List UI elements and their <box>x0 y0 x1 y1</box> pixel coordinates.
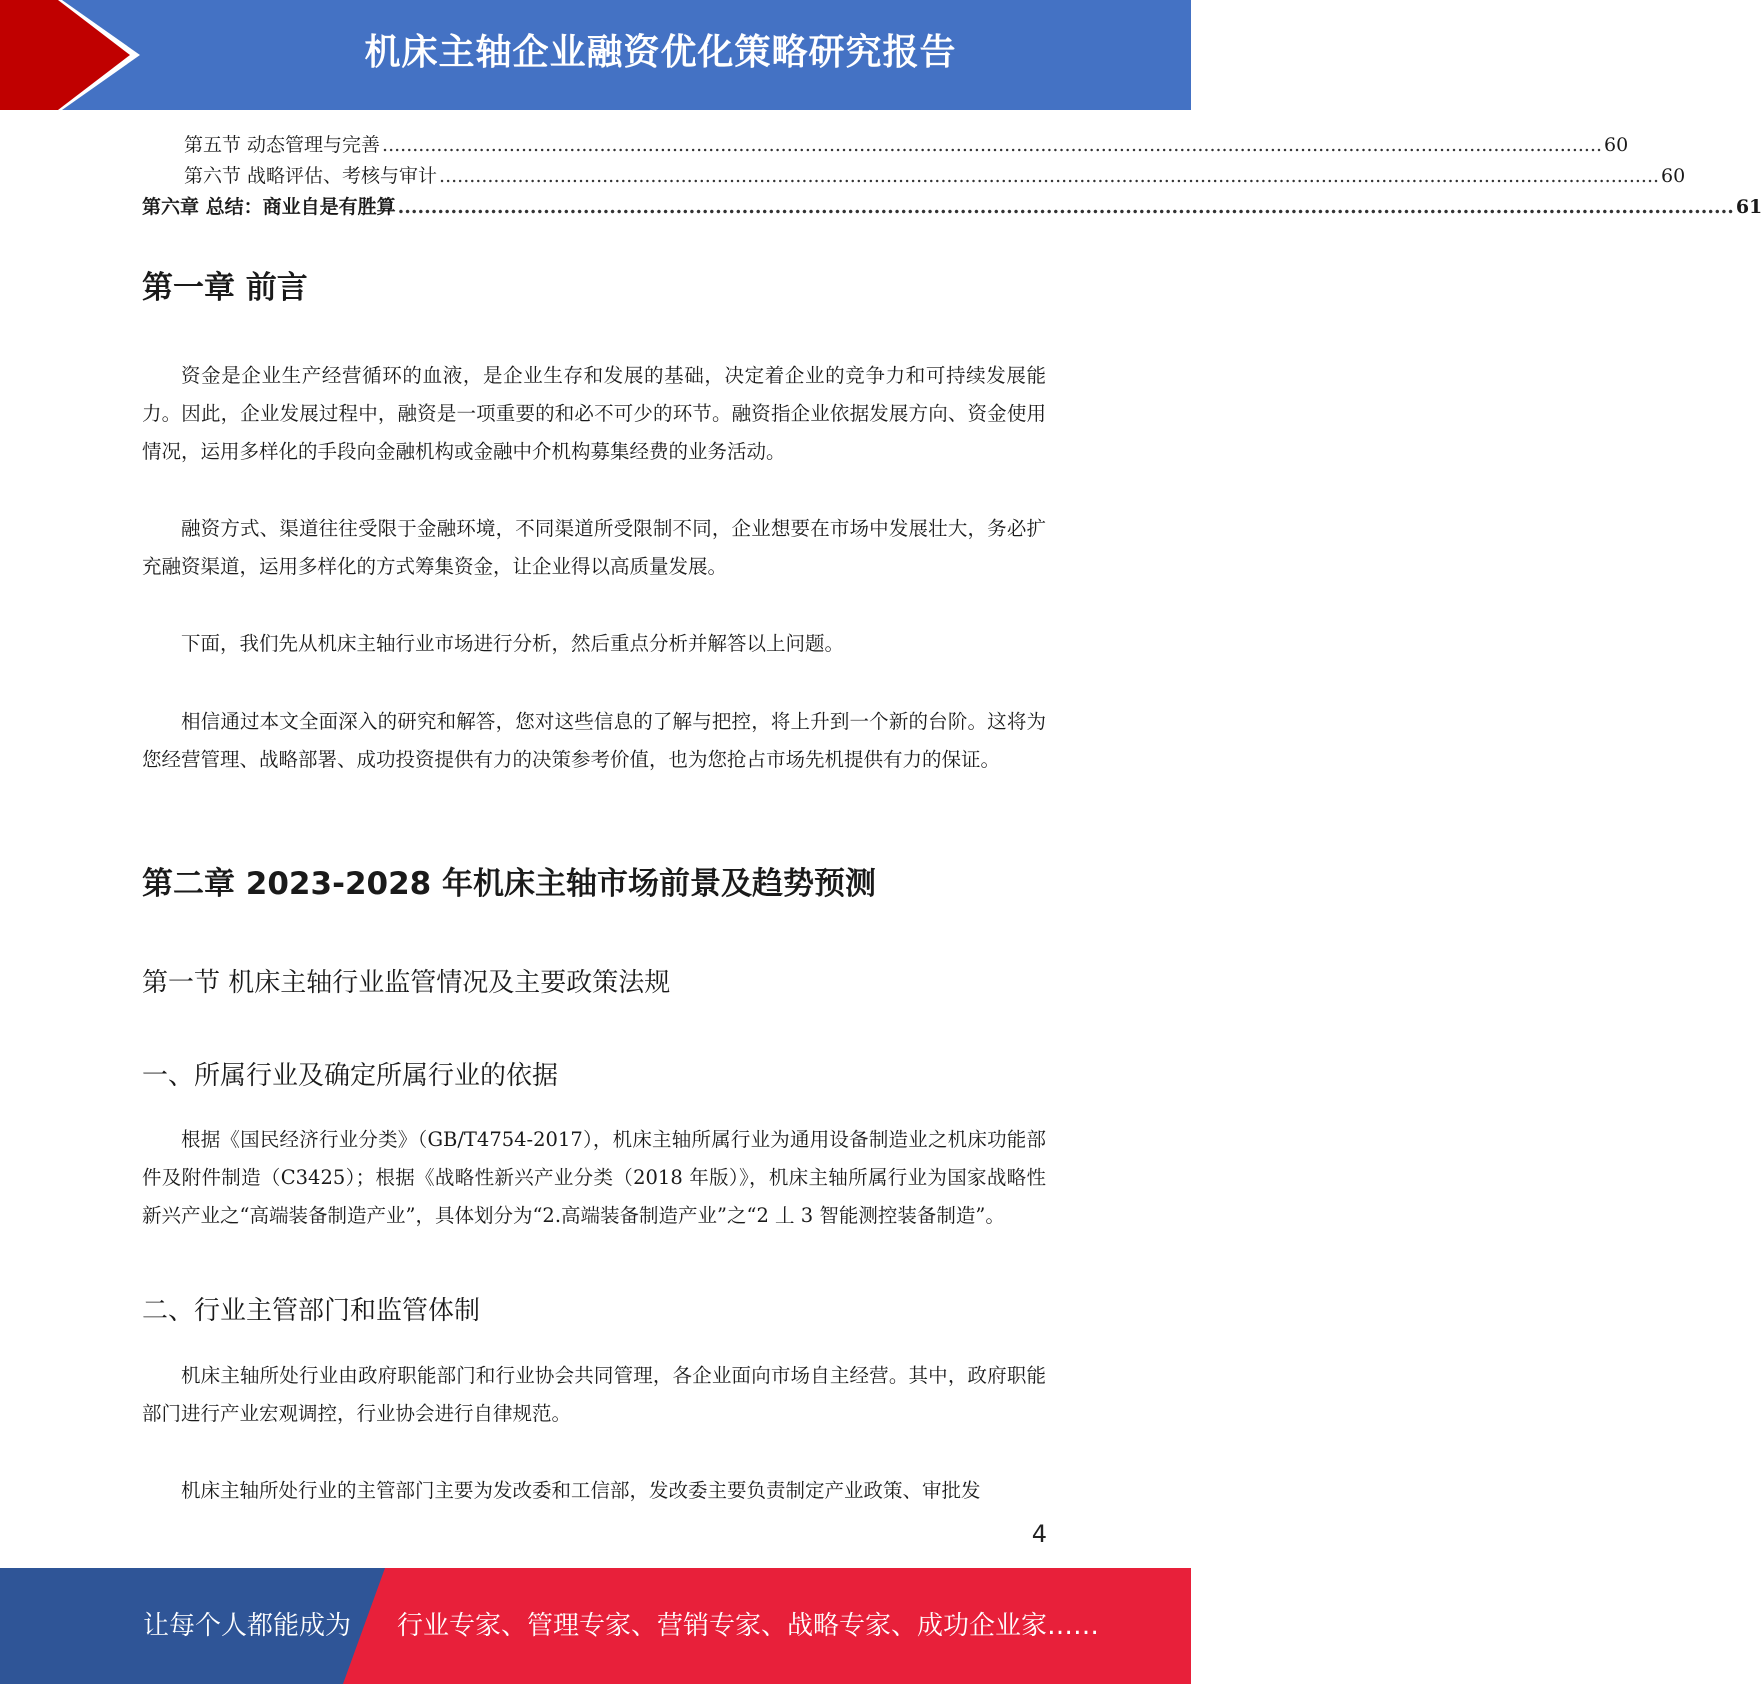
toc-entry-title: 第五节 动态管理与完善 <box>184 134 381 156</box>
chapter-1-paragraph-3: 下面，我们先从机床主轴行业市场进行分析，然后重点分析并解答以上问题。 <box>181 632 845 655</box>
report-title: 机床主轴企业融资优化策略研究报告 <box>364 32 957 73</box>
header-chevron-decoration <box>0 0 160 110</box>
chapter-1-paragraph-4: 相信通过本文全面深入的研究和解答，您对这些信息的了解与把控，将上升到一个新的台阶。这将为您经营管理、战略部署、成功投资提供有力的决策参考价值，也为您抢占市场先机提供有力的保证。 <box>142 710 1046 771</box>
page-number: 4 <box>1031 1520 1047 1548</box>
toc-entry[interactable] <box>142 161 1686 192</box>
footer-slogan-left: 让每个人都能成为 <box>143 1611 352 1641</box>
page-footer <box>0 1568 1191 1684</box>
footer-slogan-right: 行业专家、管理专家、营销专家、战略专家、成功企业家…… <box>397 1611 1100 1641</box>
toc-entry[interactable] <box>142 192 1762 223</box>
chapter-1-paragraph-2: 融资方式、渠道往往受限于金融环境，不同渠道所受限制不同，企业想要在市场中发展壮大，务必扩充融资渠道，运用多样化的方式筹集资金，让企业得以高质量发展。 <box>142 517 1046 578</box>
page-header <box>0 0 1191 110</box>
toc-entry-title: 第六章 总结：商业自是有胜算 <box>142 196 396 218</box>
subsection-1-heading: 一、所属行业及确定所属行业的依据 <box>142 1061 559 1091</box>
chapter-2-heading: 第二章 2023-2028 年机床主轴市场前景及趋势预测 <box>142 866 877 902</box>
toc-leader-dots: .......................................................................................................................................................................................................... <box>382 134 1603 156</box>
toc-entry-page: 60 <box>1604 134 1629 156</box>
chapter-1-paragraph-1: 资金是企业生产经营循环的血液，是企业生存和发展的基础，决定着企业的竞争力和可持续发展能力。因此，企业发展过程中，融资是一项重要的和必不可少的环节。融资指企业依据发展方向、资金使用情况，运用多样化的手段向金融机构或金融中介机构募集经费的业务活动。 <box>142 364 1046 463</box>
page-content <box>142 110 1762 1502</box>
subsection-2-paragraph-1: 机床主轴所处行业由政府职能部门和行业协会共同管理，各企业面向市场自主经营。其中，政府职能部门进行产业宏观调控，行业协会进行自律规范。 <box>142 1364 1046 1425</box>
subsection-2-heading: 二、行业主管部门和监管体制 <box>142 1296 481 1326</box>
toc-leader-dots: .......................................................................................................................................................................................................... <box>397 196 1734 218</box>
subsection-1-paragraph: 根据《国民经济行业分类》（GB/T4754-2017），机床主轴所属行业为通用设备制造业之机床功能部件及附件制造（C3425）；根据《战略性新兴产业分类（2018 年版）》，机床主轴所属行业为国家战略性新兴产业之“高端装备制造产业”，具体划分为“2.高端装备制造产业”之“2 丄 3 智能测控装备制造”。 <box>142 1128 1046 1227</box>
toc-entry-title: 第六节 战略评估、考核与审计 <box>184 165 438 187</box>
chapter-1-heading: 第一章 前言 <box>142 270 308 306</box>
section-1-heading: 第一节 机床主轴行业监管情况及主要政策法规 <box>142 968 671 998</box>
toc-entry-page: 61 <box>1735 196 1762 218</box>
table-of-contents <box>142 130 1762 223</box>
subsection-2-paragraph-2: 机床主轴所处行业的主管部门主要为发改委和工信部，发改委主要负责制定产业政策、审批发 <box>181 1479 981 1502</box>
toc-entry-page: 60 <box>1661 165 1686 187</box>
toc-entry[interactable] <box>142 130 1629 161</box>
toc-leader-dots: .......................................................................................................................................................................................................... <box>439 165 1660 187</box>
